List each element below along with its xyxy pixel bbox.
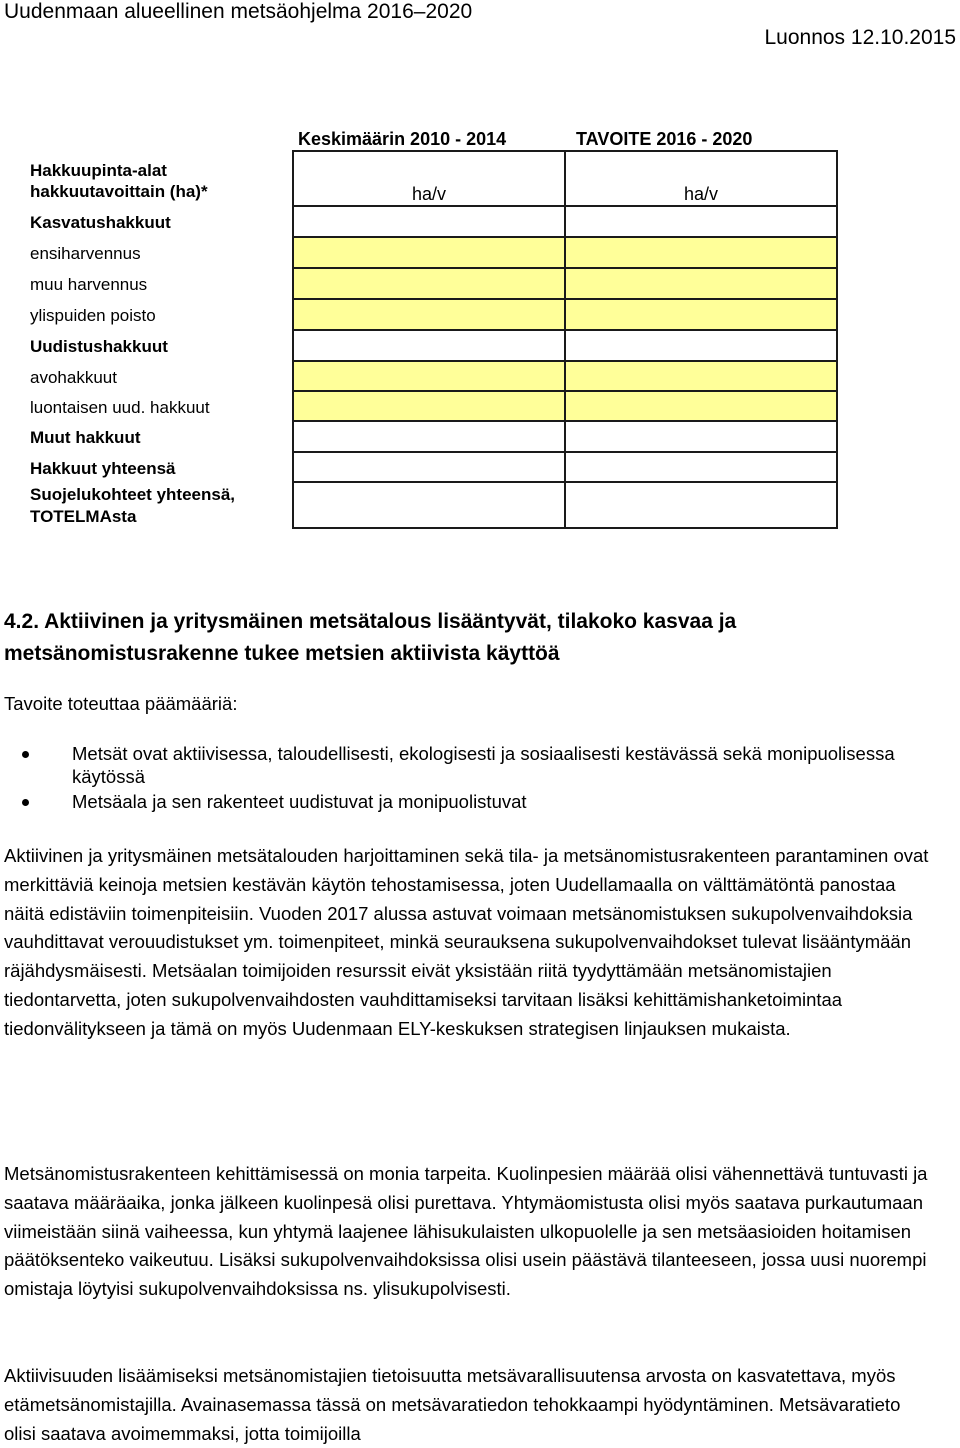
row-label: muu harvennus (30, 275, 148, 294)
input-cell (565, 268, 837, 299)
row-label: Uudistushakkuut (30, 337, 168, 356)
table-cell (565, 330, 837, 361)
table-row (293, 330, 837, 361)
table-cell (565, 452, 837, 482)
table-cell (565, 206, 837, 237)
document-header-title: Uudenmaan alueellinen metsäohjelma 2016–2020 (4, 0, 473, 23)
bullet-icon (22, 799, 29, 806)
input-cell (565, 237, 837, 268)
list-item (0, 790, 900, 813)
input-cell (565, 391, 837, 421)
row-label: Muut hakkuut (30, 428, 141, 447)
unit-cell: ha/v (565, 151, 837, 206)
goal-text: Metsäala ja sen rakenteet uudistuvat ja monipuolistuvat (72, 791, 527, 812)
row-label: hakkuutavoittain (ha)* (30, 182, 208, 201)
table-row (293, 237, 837, 268)
row-label: Kasvatushakkuut (30, 213, 171, 232)
body-paragraph: Aktiivisuuden lisäämiseksi metsänomistajien tietoisuutta metsävarallisuutensa arvosta on kasvatettava, myös etämetsänomistajilla. Avainasemassa tässä on metsävaratiedon tehokkaampi hyödyntäminen. Metsävaratieto olisi saatava avoimemmaksi, jotta toimijoilla (4, 1365, 901, 1444)
unit-cell: ha/v (293, 151, 565, 206)
table-row (293, 299, 837, 330)
table-cell (565, 482, 837, 528)
list-item (0, 742, 900, 788)
input-cell (565, 361, 837, 391)
table-cell (293, 330, 565, 361)
input-cell (293, 237, 565, 268)
input-cell (293, 268, 565, 299)
goal-text: Metsät ovat aktiivisessa, taloudellisesti, ekologisesti ja sosiaalisesti kestävässä sekä monipuolisessa käytössä (72, 743, 895, 787)
table-row (293, 361, 837, 391)
column-heading-target: TAVOITE 2016 - 2020 (576, 129, 753, 149)
table-row (293, 452, 837, 482)
section-heading: 4.2. Aktiivinen ja yritysmäinen metsätalous lisääntyvät, tilakoko kasvaa ja metsänomistusrakenne tukee metsien aktiivista käyttöä (4, 610, 737, 665)
table-row (293, 482, 837, 528)
harvest-area-table (292, 150, 838, 529)
row-label: avohakkuut (30, 368, 117, 387)
body-paragraph: Aktiivinen ja yritysmäinen metsätalouden harjoittaminen sekä tila- ja metsänomistusrakenteen parantaminen ovat merkittäviä keinoja metsien kestävän käytön tehostamisessa, joten Uudellamaalla on välttämätöntä panostaa näitä edistäviin toimenpiteisiin. Vuoden 2017 alussa astuvat voimaan metsänomistuksen sukupolvenvaihdoksia vauhdittavat verouudistukset ym. toimenpiteet, minkä seurauksena sukupolvenvaihdokset tulevat lisääntymään räjähdysmäisesti. Metsäalan toimijoiden resurssit eivät yksistään riitä tyydyttämään metsänomistajien tiedontarvetta, joten sukupolvenvaihdosten vauhdittamiseksi tarvitaan lisäksi kehittämishanketoimintaa tiedonvälitykseen ja tämä on myös Uudenmaan ELY-keskuksen strategisen linjauksen mukaista. (4, 845, 929, 1039)
table-row (293, 151, 837, 206)
table-cell (293, 452, 565, 482)
row-label: Hakkuupinta-alat (30, 161, 167, 180)
body-paragraph: Metsänomistusrakenteen kehittämisessä on monia tarpeita. Kuolinpesien määrää olisi vähennettävä tuntuvasti ja saatava määräaika, jonka jälkeen kuolinpesä olisi purettava. Yhtymäomistusta olisi myös saatava purkautumaan viimeistään siinä vaiheessa, kun yhtymä laajenee lähisukulaisten ulkopuolelle ja sen metsäasioiden hoitamisen päätöksenteko vaikeutuu. Lisäksi sukupolvenvaihdoksissa olisi usein päästävä tilanteeseen, jossa uusi nuorempi omistaja löytyisi sukupolvenvaihdoksissa ns. ylisukupolvisesti. (4, 1163, 928, 1300)
input-cell (293, 391, 565, 421)
goal-list (0, 742, 900, 815)
table-row (293, 391, 837, 421)
table-row (293, 421, 837, 452)
row-label: ensiharvennus (30, 244, 141, 263)
bullet-icon (22, 751, 29, 758)
row-label: ylispuiden poisto (30, 306, 156, 325)
column-heading-average: Keskimäärin 2010 - 2014 (298, 129, 507, 149)
row-label: luontaisen uud. hakkuut (30, 398, 210, 417)
table-cell (293, 421, 565, 452)
row-label: TOTELMAsta (30, 507, 137, 526)
table-row (293, 268, 837, 299)
input-cell (565, 299, 837, 330)
document-draft-date: Luonnos 12.10.2015 (764, 26, 956, 49)
table-cell (293, 206, 565, 237)
input-cell (293, 299, 565, 330)
table-row (293, 206, 837, 237)
table-cell (565, 421, 837, 452)
table-cell (293, 482, 565, 528)
goal-intro: Tavoite toteuttaa päämääriä: (4, 693, 238, 714)
row-label: Hakkuut yhteensä (30, 459, 176, 478)
row-label: Suojelukohteet yhteensä, (30, 485, 235, 504)
input-cell (293, 361, 565, 391)
